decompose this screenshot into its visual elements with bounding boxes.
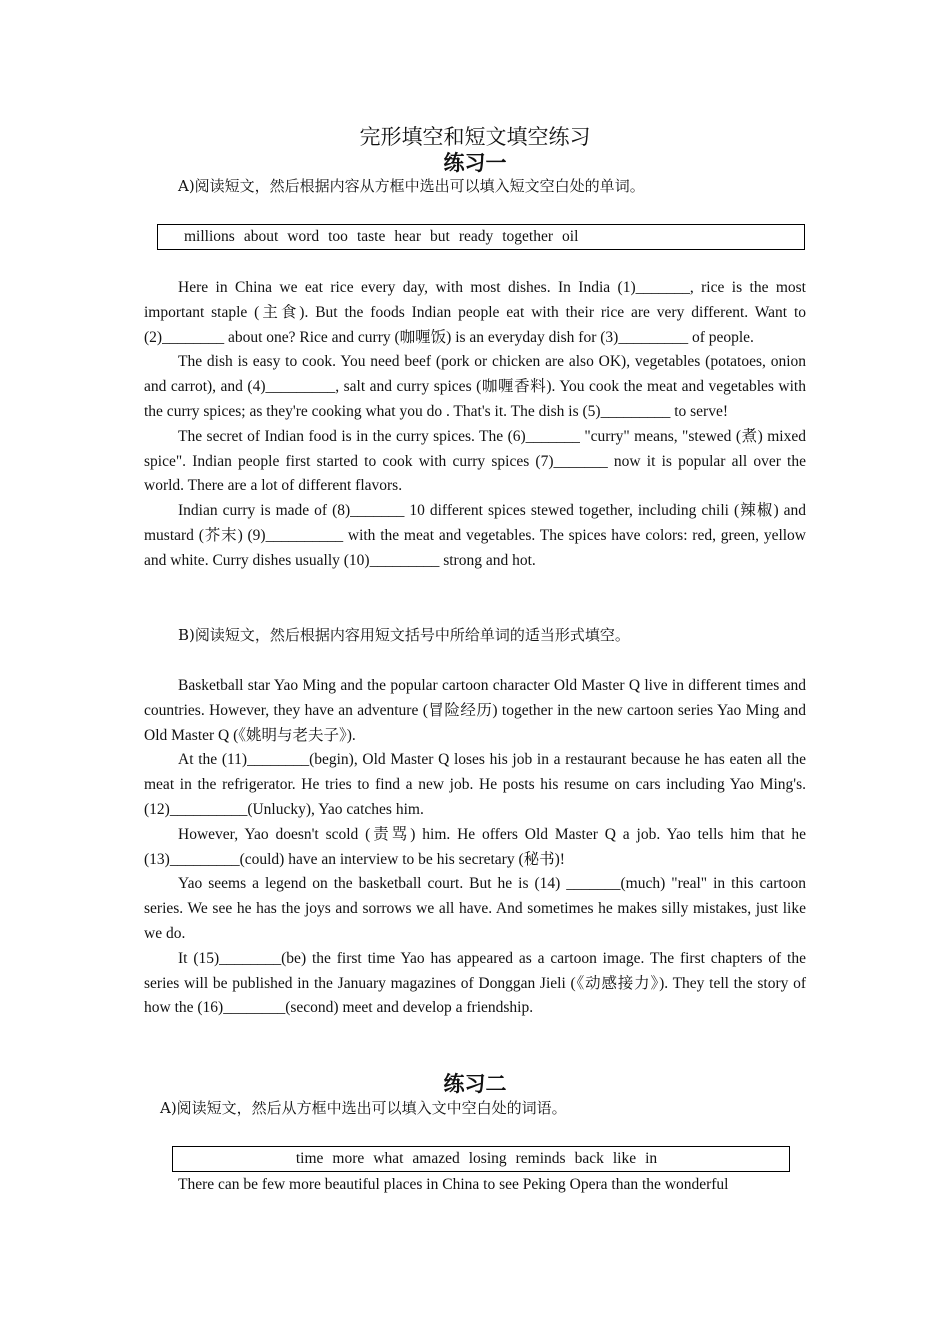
word-option: ready [458,228,494,245]
word-bank-2 [172,1146,790,1172]
word-option: about [243,228,279,245]
passage-paragraph: The dish is easy to cook. You need beef (pork or chicken are also OK), vegetables (potatoes, onion and carrot), and (4)_________, salt and curry spices (咖喱香料). You cook the meat and vegetables with the curry spices; as they're cooking what you do . That's it. The dish is (5)_________ to serve! [144,353,806,420]
word-option: time [295,1150,324,1167]
exercise-2-section-a-instruction: A)阅读短文，然后从方框中选出可以填入文中空白处的词语。 [160,1099,567,1117]
passage-paragraph: Yao seems a legend on the basketball court. But he is (14) _______(much) "real" in this cartoon series. We see he has the joys and sorrows we all have. And sometimes he makes silly mistakes, just like we do. [144,875,806,942]
word-option: too [328,228,348,245]
passage-paragraph: However, Yao doesn't scold (责骂) him. He offers Old Master Q a job. Yao tells him that he (13)_________(could) have an interview to be his secretary (秘书)! [144,825,806,868]
word-option: what [373,1150,404,1167]
word-option: amazed [412,1150,460,1167]
word-option: taste [356,228,386,245]
word-option: but [430,228,450,245]
passage-1a [144,276,806,574]
word-option: millions [184,228,235,245]
word-option: more [332,1150,365,1167]
passage-paragraph: It (15)________(be) the first time Yao has appeared as a cartoon image. The first chapters of the series will be published in the January magazines of Donggan Jieli (《动感接力》). They tell the story of how the (16)________(second) meet and develop a friendship. [144,949,806,1017]
exercise-1-section-b-instruction: B)阅读短文，然后根据内容用短文括号中所给单词的适当形式填空。 [178,626,630,644]
word-option: together [502,228,554,245]
passage-paragraph: There can be few more beautiful places in China to see Peking Opera than the wonderful [178,1176,729,1193]
passage-paragraph: At the (11)________(begin), Old Master Q loses his job in a restaurant because he has eaten all the meat in the refrigerator. He tries to find a new job. He posts his resume on cars including Yao Ming's. (12)__________(Unlucky), Yao catches him. [144,751,806,818]
word-option: word [287,228,320,245]
passage-paragraph: Here in China we eat rice every day, with most dishes. In India (1)_______, rice is the most important staple (主食). But the foods Indian people eat with their rice are very different. Want to (2)________ about one? Rice and curry (咖喱饭) is an everyday dish for (3)_________ of people. [144,279,806,346]
passage-paragraph: The secret of Indian food is in the curry spices. The (6)_______ "curry" means, "stewed (煮) mixed spice". Indian people first started to cook with curry spices (7)_______ now it is popular all over the world. There are a lot of different flavors. [144,427,806,495]
word-option: in [645,1150,658,1167]
word-option: oil [562,228,579,245]
passage-paragraph: Basketball star Yao Ming and the popular cartoon character Old Master Q live in different times and countries. However, they have an adventure (冒险经历) together in the new cartoon series Yao Ming and Old Master Q (《姚明与老夫子》). [144,677,806,744]
exercise-1-heading: 练习一 [443,150,507,175]
passage-1b [144,674,806,1021]
word-option: reminds [515,1150,566,1167]
exercise-2-heading: 练习二 [443,1071,507,1096]
exercise-1-section-a-instruction: A)阅读短文，然后根据内容从方框中选出可以填入短文空白处的单词。 [178,177,645,195]
document-title: 完形填空和短文填空练习 [359,125,591,149]
word-option: like [612,1150,637,1167]
word-option: back [574,1150,604,1167]
word-bank-1 [157,224,805,250]
passage-paragraph: Indian curry is made of (8)_______ 10 different spices stewed together, including chili (辣椒) and mustard (芥末) (9)__________ with the meat and vegetables. The spices have colors: red, green, yellow and white. Curry dishes usually (10)_________ strong and hot. [144,502,806,569]
passage-2a [144,1173,806,1198]
word-option: hear [394,228,422,245]
word-option: losing [468,1150,507,1167]
